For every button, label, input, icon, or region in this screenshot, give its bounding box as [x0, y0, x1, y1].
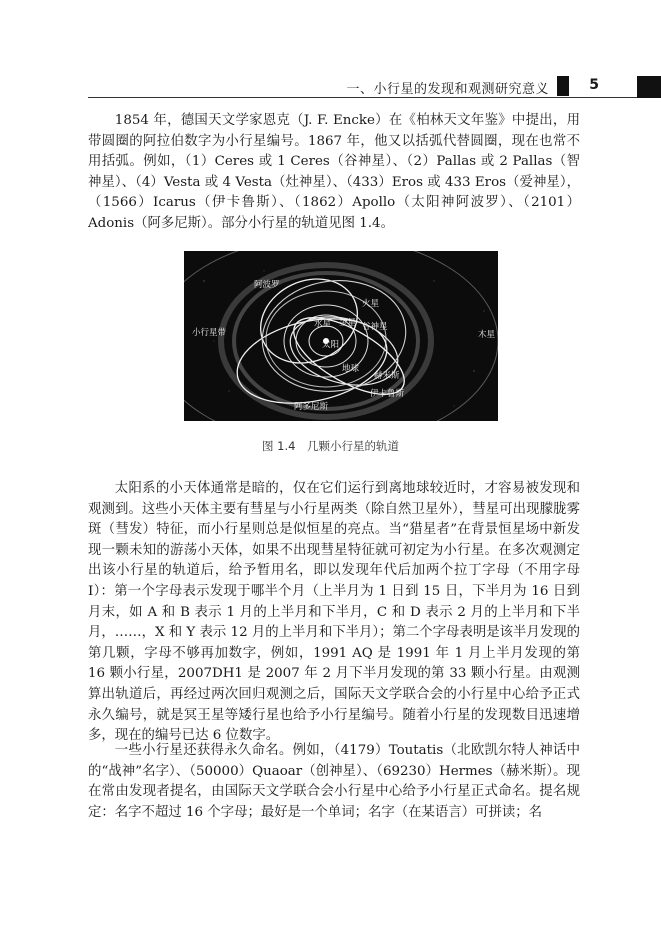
- orbit-figure: [184, 251, 498, 421]
- header-rule: [88, 97, 661, 98]
- jupiter-orbit: [184, 251, 498, 421]
- page-number: 5: [589, 77, 599, 93]
- label-mercury: 水星: [314, 319, 332, 329]
- header-marker: [557, 76, 569, 96]
- label-ceres: 谷神星: [362, 322, 388, 332]
- orbit-diagram: [184, 251, 498, 421]
- paragraph-provisional-designation: 太阳系的小天体通常是暗的，仅在它们运行到离地球较近时，才容易被发现和观测到。这些小天体主要有彗星与小行星两类（除自然卫星外），彗星可出现朦胧雾斑（彗发）特征，而小行星则总是似恒星的亮点。当“猎星者”在背景恒星场中新发现一颗未知的游荡小天体，如果不出现彗星特征就可初定为小行星。在多次观测定出该小行星的轨道后，给予暂用名，即以发现年代后加两个拉丁字母（不用字母 I）：第一个字母表示发现于哪半个月（上半月为 1 日到 15 日，下半月为 16 日到月末，如 A 和 B 表示 1 月的上半月和下半月，C 和 D 表示 2 月的上半月和下半月，……，X 和 Y 表示 12 月的上半月和下半月）；第二个字母表明是该半月发现的第几颗，字母不够再加数字，例如，1991 AQ 是 1991 年 1 月上半月发现的第 16 颗小行星，2007DH1 是 2007 年 2 月下半月发现的第 33 颗小行星。由观测算出轨道后，再经过两次回归观测之后，国际天文学联合会的小行星中心给予正式永久编号，就是冥王星等矮行星也给予小行星编号。随着小行星的发现数目迅速增多，现在的编号已达 6 位数字。: [88, 481, 580, 744]
- label-sun: 太阳: [322, 340, 340, 350]
- running-header: [88, 76, 661, 98]
- label-venus: 金星: [339, 318, 357, 328]
- label-mars: 火星: [362, 299, 380, 309]
- label-apollo: 阿波罗: [254, 280, 280, 290]
- chapter-title: 一、小行星的发现和观测研究意义: [346, 82, 549, 97]
- paragraph-naming: 一些小行星还获得永久命名。例如，（4179）Toutatis（北欧凯尔特人神话中的“战神”名字）、（50000）Quaoar（创神星）、（69230）Hermes（赫米斯）。现在常由发现者提名，由国际天文学联合会小行星中心给予小行星正式命名。提名规定：名字不超过 16 个字母；最好是一个单词；名字（在某语言）可拼读；名: [88, 743, 580, 820]
- label-jupiter: 木星: [478, 330, 496, 340]
- figure-caption: 图 1.4 几颗小行星的轨道: [262, 439, 399, 453]
- label-adonis: 阿多尼斯: [294, 402, 329, 412]
- label-earth: 地球: [342, 364, 360, 374]
- header-edge-bar: [637, 76, 661, 98]
- paragraph-numbering: 1854 年，德国天文学家恩克（J. F. Encke）在《柏林天文年鉴》中提出，用带圆圈的阿拉伯数字为小行星编号。1867 年，他又以括弧代替圆圈，现在也常不用括弧。例如，（1）Ceres 或 1 Ceres（谷神星）、（2）Pallas 或 2 Pallas（智神星）、（4）Vesta 或 4 Vesta（灶神星）、（433）Eros 或 433 Eros（爱神星），（1566）Icarus（伊卡鲁斯）、（1862）Apollo（太阳神阿波罗）、（2101）Adonis（阿多尼斯）。部分小行星的轨道见图 1.4。: [88, 113, 580, 231]
- label-hermes: 赫米斯: [374, 371, 400, 381]
- label-icarus: 伊卡鲁斯: [370, 389, 405, 399]
- label-asteroid-belt: 小行星带: [192, 328, 227, 338]
